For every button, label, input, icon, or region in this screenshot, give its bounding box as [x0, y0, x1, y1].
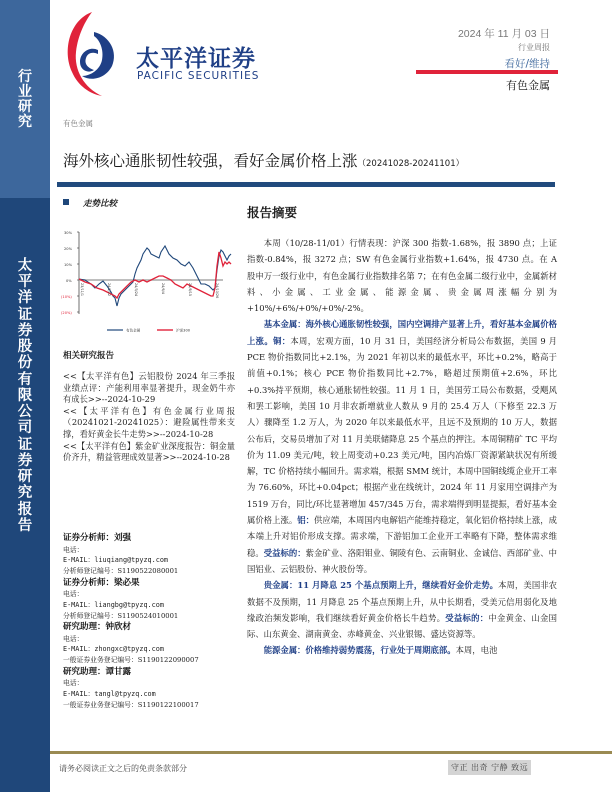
title-divider: [57, 182, 555, 187]
svg-text:24/3/24: 24/3/24: [134, 283, 138, 297]
analyst-block: [63, 666, 235, 711]
svg-text:24/6/4: 24/6/4: [161, 283, 165, 294]
related-report-link[interactable]: <<【太平洋有色】云铝股份 2024 年三季报业绩点评：产能利用率显著提升，现金奶牛亦有成长>>--2024-10-29: [63, 371, 235, 405]
trend-chart: [55, 226, 235, 338]
related-report-link[interactable]: <<【太平洋有色】紫金矿业深度报告：铜金量价齐升，精益管理成效显著>>--2024-10-28: [63, 440, 235, 463]
analyst-phone: 电话：: [63, 634, 84, 643]
industry-label: 有色金属: [506, 79, 550, 92]
analyst-registration: 分析师登记编号：S1190524010001: [63, 611, 179, 620]
analyst-email[interactable]: E-MAIL：liangbg@tpyzq.com: [63, 600, 164, 609]
svg-text:20%: 20%: [64, 247, 72, 251]
footer-divider: [50, 751, 612, 754]
base-metals-paragraph: 基本金属：海外核心通胀韧性较强，国内空调排产显著上升，看好基本金属价格上涨。铜：本周，宏观方面，10 月 31 日，美国经济分析局公布数据，美国 9 月 PCE 物价指数同比+2.1%，为 2021 年初以来的最低水平，环比+0.2%，略高于前值+0.1%；核心 PCE 物价指数同比+2.7%，略超过预期值+2.6%，环比+0.3%持平预期，核心通胀韧性较强。11 月 1 日，美国劳工局公布数据，受飓风和罢工影响，美国 10 月非农新增就业人数从 9 月的 25.4 万人（下修至 22.3 万人）骤降至 1.2 万人，为 2020 年以来最低水平，且远不及预期的 10 万人，数据公布后，交易员增加了对 11 月美联储降息 25 个基点的押注。本周铜精矿 TC 平均价为 11.09 美元/吨，较上周变动+0.23 美元/吨，国内冶炼厂资源紧缺状况有所缓解，TC 价格持续小幅回升。需求端，根据 SMM 统计，本周中国铜线缆企业开工率为 76.60%，环比+0.04pct；根据产业在线统计，2024 年 11 月家用空调排产为 1519 万台，同比/环比显著增加 457/345 万台，需求端得到明显提振，看好基本金属价格上涨。铝：供应端，本周国内电解铝产能维持稳定，氧化铝价格持续上涨，成本端上升对铝价形成支撑。需求端，下游铝加工企业开工率略有下降，整体需求维稳。受益标的：紫金矿业、洛阳钼业、铜陵有色、云南铜业、金诚信、西部矿业、中国铝业、云铝股份、神火股份等。: [247, 319, 558, 574]
svg-text:(20%): (20%): [61, 311, 72, 315]
svg-text:23/11/1: 23/11/1: [80, 283, 84, 297]
brand-name-en: PACIFIC SECURITIES: [137, 70, 260, 82]
related-reports-list: [63, 371, 235, 464]
analyst-block: [63, 621, 235, 666]
precious-metals-paragraph: 贵金属：11 月降息 25 个基点预期上升，继续看好金价走势。本周，美国非农数据不及预期，11 月降息 25 个基点预期上升，从中长期看，受美元信用弱化及地缘政治频发影响，我们继续看好黄金价格长牛趋势。受益标的：中金黄金、山金国际、山东黄金、湖南黄金、赤峰黄金、兴业银锡、盛达资源等。: [247, 580, 558, 640]
legend-csi300: 沪深300: [176, 328, 191, 333]
header-divider: [416, 70, 558, 74]
svg-text:0%: 0%: [66, 279, 72, 283]
analyst-name: 研究助理：谭甘露: [63, 666, 132, 677]
analyst-phone: 电话：: [63, 590, 84, 599]
analyst-registration: 一般证券业务登记编号：S1190122100017: [63, 700, 199, 709]
analyst-registration: 分析师登记编号：S1190522080001: [63, 566, 179, 575]
report-type: 行业周报: [518, 43, 550, 52]
svg-text:10%: 10%: [64, 263, 72, 267]
analyst-email[interactable]: E-MAIL：liuqiang@tpyzq.com: [63, 556, 169, 565]
company-motto: 守正 出奇 宁静 致远: [448, 760, 531, 775]
pacific-securities-logo-icon: [62, 10, 120, 100]
svg-text:24/1/12: 24/1/12: [107, 283, 111, 297]
market-summary-paragraph: 本周（10/28-11/01）行情表现：沪深 300 指数-1.68%，报 3890 点；上证指数-0.84%，报 3272 点；SW 有色金属行业指数+1.64%，报 4730 点。在 A 股申万一级行业中，有色金属行业指数排名第 7；在有色金属二级行业中，金属新材料、小金属、工业金属、能源金属、贵金属周涨幅分别为+10%/+6%/+0%/+0%/-2%。: [247, 238, 557, 314]
related-report-link[interactable]: <<【太平洋有色】有色金属行业周报（20241021-20241025）：避险属性带来支撑，看好黄金长牛走势>>--2024-10-28: [63, 405, 235, 439]
sidebar-top-label: 行 业 研 究: [18, 69, 32, 131]
breadcrumb: 有色金属: [63, 119, 93, 128]
analyst-email[interactable]: E-MAIL：tangl@tpyzq.com: [63, 690, 156, 699]
abstract-heading: 报告摘要: [247, 205, 298, 220]
disclaimer-note: 请务必阅读正文之后的免责条款部分: [59, 764, 187, 773]
rating-label: 看好/维持: [504, 58, 550, 70]
page-title: 海外核心通胀韧性较强，看好金属价格上涨（20241028-20241101）: [63, 152, 465, 170]
brand-name-cn: 太平洋证券: [136, 46, 256, 72]
trend-heading: 走势比较: [63, 197, 117, 209]
analyst-email[interactable]: E-MAIL：zhongxc@tpyzq.com: [63, 645, 164, 654]
y-tick: 30%: [64, 231, 72, 235]
svg-text:(10%): (10%): [61, 295, 72, 299]
square-bullet-icon: [63, 199, 69, 205]
analyst-name: 证券分析师：刘强: [63, 533, 132, 543]
report-date: 2024 年 11 月 03 日: [457, 28, 550, 40]
analyst-registration: 一般证券业务登记编号：S1190122090007: [63, 656, 199, 665]
analyst-block: [63, 577, 235, 622]
analyst-phone: 电话：: [63, 679, 84, 688]
series-csi300: [79, 252, 231, 298]
analyst-name: 研究助理：钟欣材: [63, 622, 132, 633]
analyst-list: [63, 532, 235, 710]
analyst-phone: 电话：: [63, 545, 84, 554]
related-reports-heading: 相关研究报告: [63, 351, 115, 361]
title-date-range: （20241028-20241101）: [357, 159, 465, 169]
svg-text:24/10/26: 24/10/26: [215, 283, 219, 299]
legend-nonferrous: 有色金属: [126, 328, 141, 333]
energy-metals-paragraph: 能源金属：价格维持弱势震荡，行业处于周期底部。本周，电池: [263, 645, 498, 656]
analyst-block: [63, 532, 235, 577]
abstract-body: [247, 235, 557, 659]
sidebar-company-label: 太 平 洋 证 券 股 份 有 限 公 司 证 券 研 究 报 告: [17, 258, 33, 534]
analyst-name: 证券分析师：梁必果: [63, 577, 140, 588]
series-nonferrous: [79, 246, 231, 306]
svg-text:24/8/15: 24/8/15: [188, 283, 192, 297]
